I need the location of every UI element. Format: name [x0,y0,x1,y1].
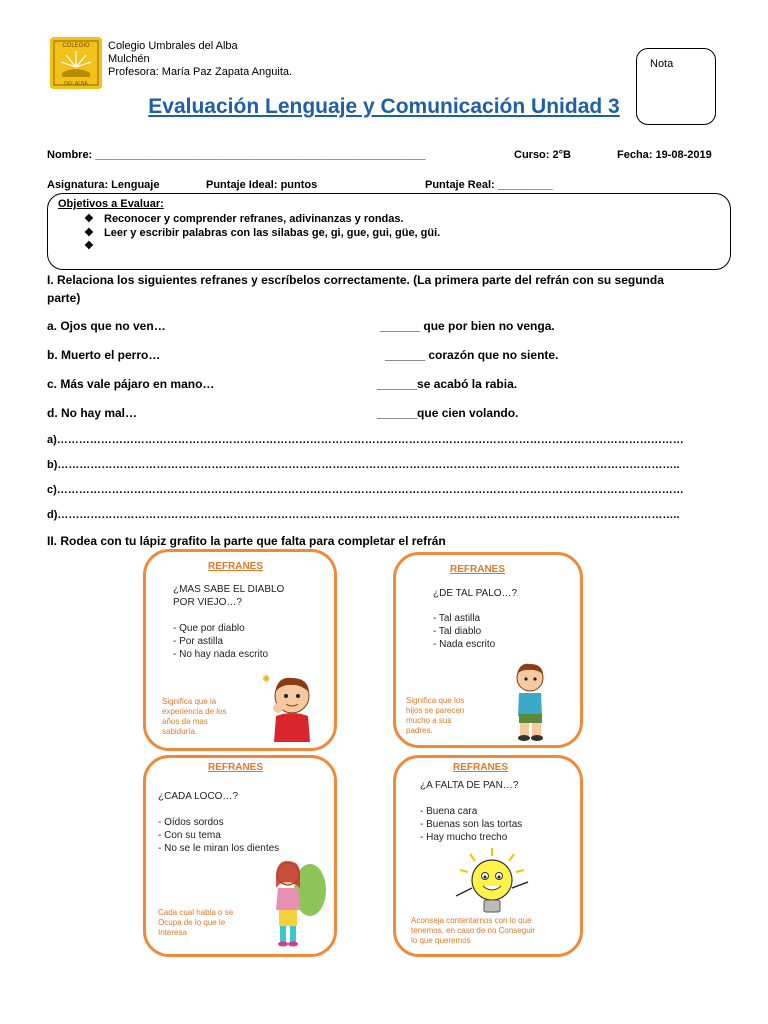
card-meaning: Aconseja contentarnos con lo que tenemos, en caso de no Conseguir lo que queremos [411,916,536,945]
card-question: ¿MAS SABE EL DIABLO POR VIEJO…? [173,584,285,608]
card-options[interactable] [420,805,522,844]
page-title: Evaluación Lenguaje y Comunicación Unidad 3 [148,95,620,118]
girl-illustration [258,858,326,948]
card-meaning: Significa que los hijos se parecen mucho a sus padres. [406,696,465,735]
school-info [108,40,292,79]
proverb-start: c. Más vale pájaro en mano… [47,377,215,391]
ideal-score-label: Puntaje Ideal: puntos [206,179,318,191]
answer-line[interactable]: a)……………………………………………………………………………………………………………………………………………………… [47,434,684,446]
objective-item: ❖ Reconocer y comprender refranes, adivinanzas y rondas. [84,213,404,225]
proverb-start: b. Muerto el perro… [47,348,161,362]
card-question: ¿CADA LOCO…? [158,791,239,802]
school-logo [50,37,102,89]
card-title: REFRANES [450,564,506,575]
option: - Buenas son las tortas [420,819,523,830]
option: - No se le miran los dientes [158,843,280,854]
card-question: ¿A FALTA DE PAN…? [420,780,519,791]
section1-instruction: I. Relaciona los siguientes refranes y escríbelos correctamente. (La primera parte del refrán con su segunda [47,273,664,287]
option: - Que por diablo [173,623,245,634]
card-meaning: Cada cual habla o se Ocupa de lo que le Interesa [158,908,234,937]
proverb-start: d. No hay mal… [47,406,138,420]
name-field[interactable]: Nombre: ______________________________________________________ [47,149,426,161]
svg-text:COLEGIO: COLEGIO [62,43,90,49]
thinking-boy-illustration [258,670,324,742]
card-options[interactable] [158,816,279,855]
lightbulb-illustration [450,846,534,918]
thinking-boy-illustration [506,660,556,744]
school-city: Mulchén [108,53,150,65]
objective-item: ❖ Leer y escribir palabras con las silabas ge, gi, gue, gui, güe, güi. [84,227,441,239]
proverb-end[interactable]: ______ corazón que no siente. [385,348,559,362]
proverb-end[interactable]: ______se acabó la rabia. [377,377,518,391]
card-title: REFRANES [208,561,264,572]
card-meaning: Significa que la experiencia de los años da mas sabiduría. [162,697,227,736]
option: - Nada escrito [433,639,496,650]
answer-line[interactable]: d)…………………………………………………………………………………………………………………………………………………….. [47,509,680,521]
course-label: Curso: 2°B [514,149,571,161]
card-title: REFRANES [208,762,264,773]
subject-label: Asignatura: Lenguaje [47,179,160,191]
card-options[interactable] [433,612,495,651]
option: - Oídos sordos [158,817,224,828]
svg-text:DEL ALBA: DEL ALBA [64,81,88,87]
objectives-title: Objetivos a Evaluar: [58,198,164,210]
option: - Tal astilla [433,613,481,624]
grade-label: Nota [650,58,674,70]
proverb-start: a. Ojos que no ven… [47,319,166,333]
option: - Por astilla [173,636,224,647]
proverb-end[interactable]: ______ que por bien no venga. [380,319,555,333]
objective-item: ❖ [84,240,94,252]
date-label: Fecha: 19-08-2019 [617,149,712,161]
teacher-name: Profesora: María Paz Zapata Anguita. [108,66,293,78]
option: - Hay mucho trecho [420,832,508,843]
option: - No hay nada escrito [173,649,269,660]
answer-line[interactable]: b)…………………………………………………………………………………………………………………………………………………….. [47,459,680,471]
answer-line[interactable]: c)……………………………………………………………………………………………………………………………………………………… [47,484,684,496]
section1-instruction-cont: parte) [47,291,81,305]
svg-text:✺: ✺ [262,674,271,685]
school-name: Colegio Umbrales del Alba [108,40,238,52]
card-options[interactable] [173,622,268,661]
option: - Buena cara [420,806,478,817]
proverb-end[interactable]: ______que cien volando. [377,406,519,420]
card-question: ¿DE TAL PALO…? [433,588,518,599]
section2-instruction: II. Rodea con tu lápiz grafito la parte que falta para completar el refrán [47,534,446,548]
option: - Con su tema [158,830,221,841]
option: - Tal diablo [433,626,482,637]
real-score-field[interactable]: Puntaje Real: _________ [425,179,553,191]
card-title: REFRANES [453,762,509,773]
